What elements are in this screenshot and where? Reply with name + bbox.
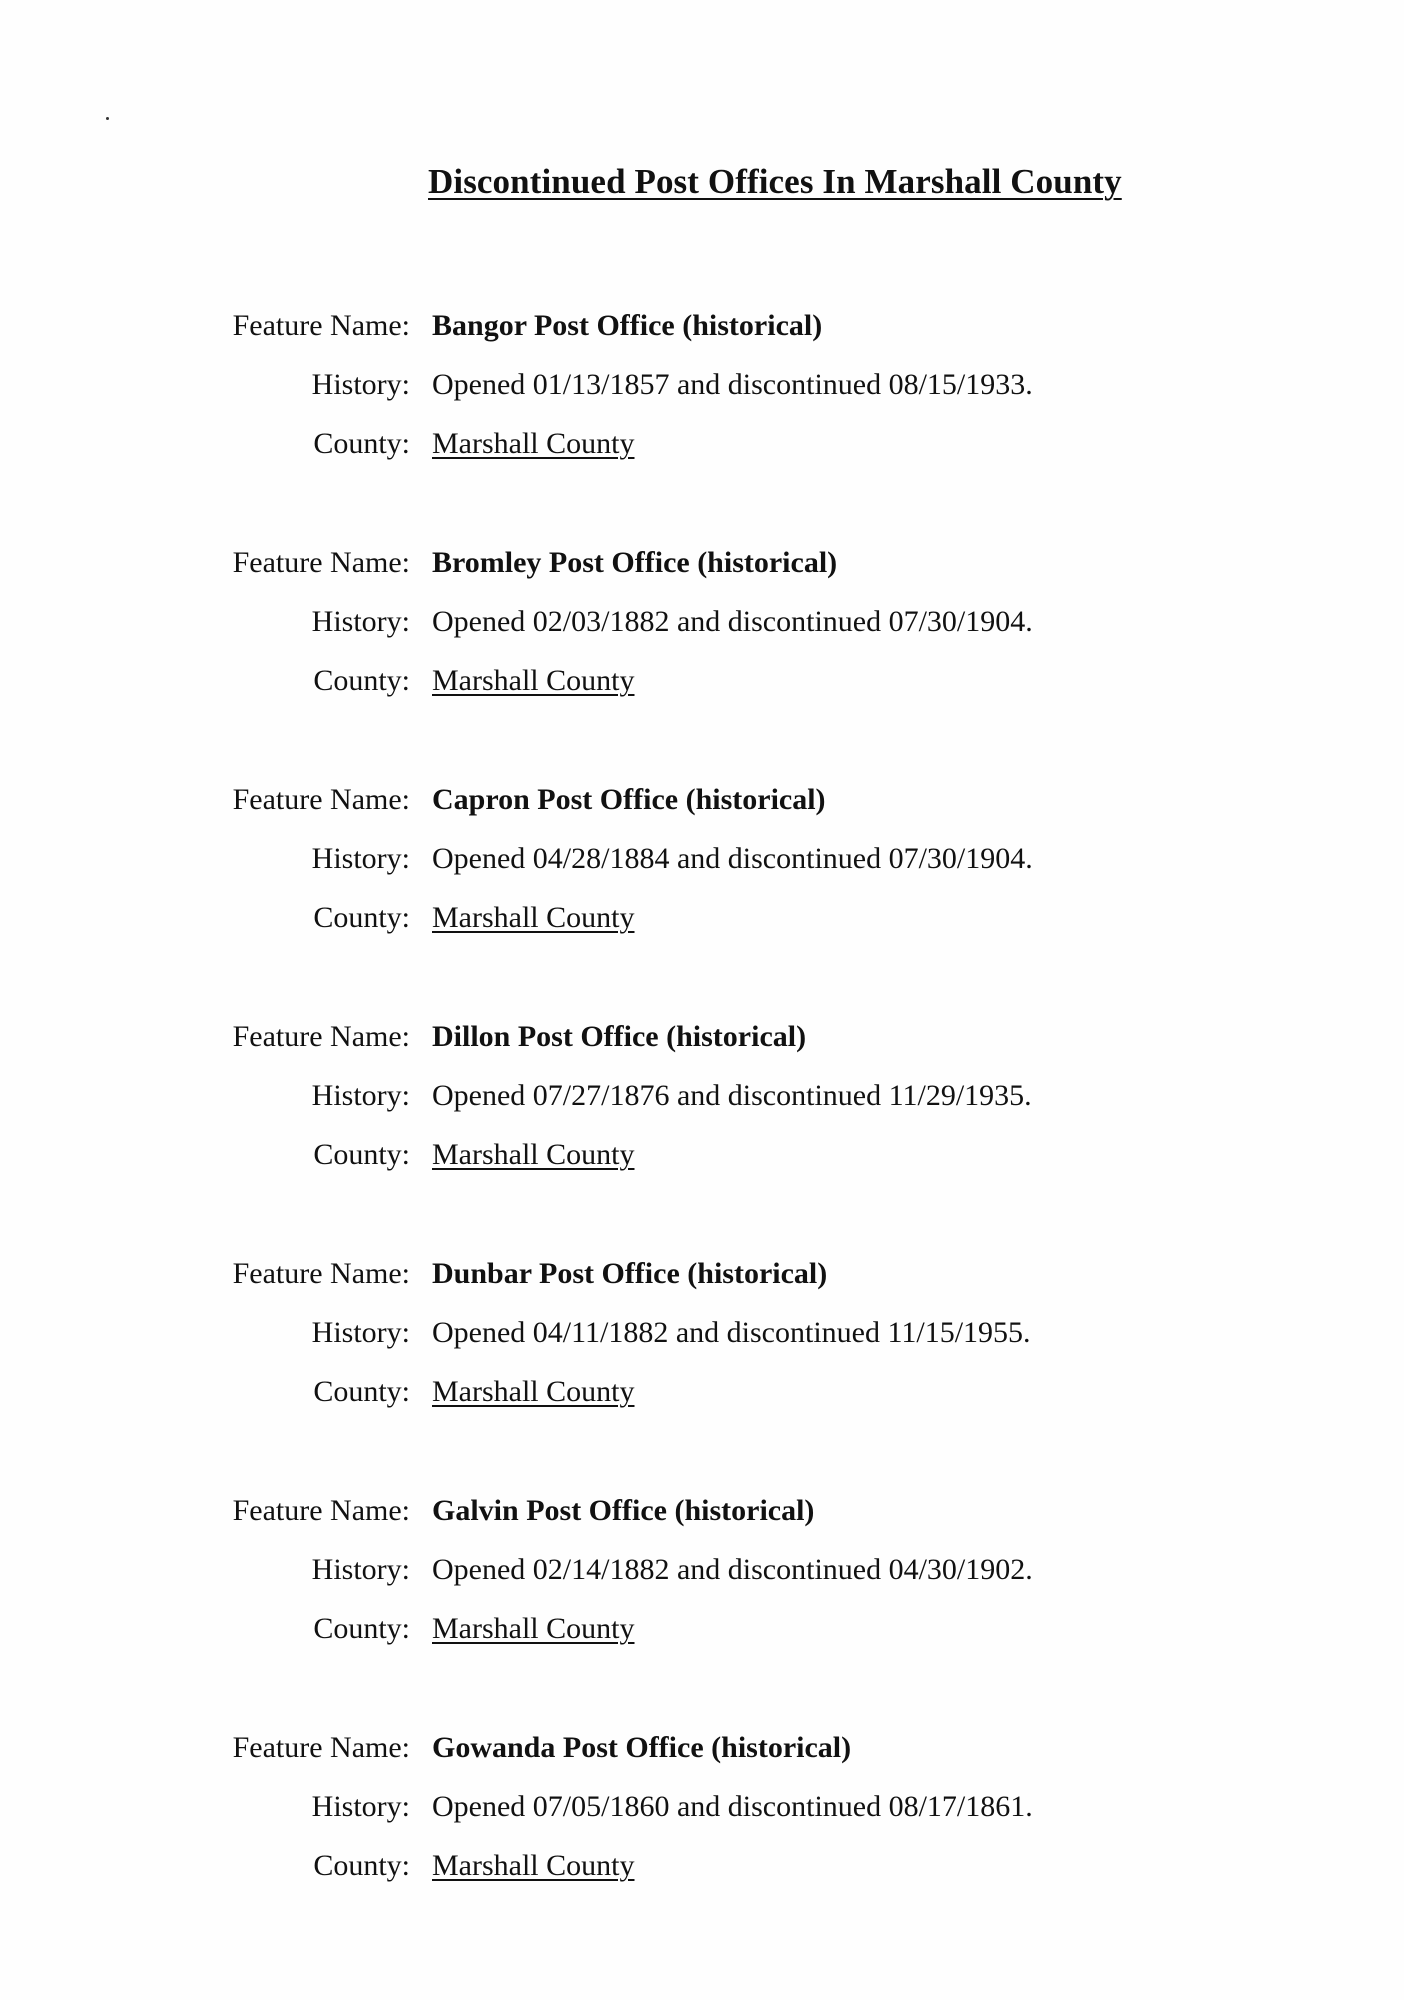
county-label: County: xyxy=(313,1849,410,1882)
post-office-entry xyxy=(0,306,1404,543)
feature-name-row xyxy=(0,1491,1404,1531)
county-label: County: xyxy=(313,1375,410,1408)
post-office-entry xyxy=(0,780,1404,1017)
county-link[interactable]: Marshall County xyxy=(432,1612,635,1645)
history-row xyxy=(0,1550,1404,1590)
post-office-entry xyxy=(0,1254,1404,1491)
county-row xyxy=(0,1135,1404,1175)
county-row xyxy=(0,898,1404,938)
feature-name-value: Bromley Post Office (historical) xyxy=(432,546,838,579)
feature-name-label: Feature Name: xyxy=(232,783,410,816)
county-row xyxy=(0,1846,1404,1886)
history-row xyxy=(0,365,1404,405)
history-row xyxy=(0,839,1404,879)
history-label: History: xyxy=(311,368,410,401)
post-office-list xyxy=(0,306,1404,1965)
county-link[interactable]: Marshall County xyxy=(432,1375,635,1408)
history-value: Opened 07/27/1876 and discontinued 11/29/1935. xyxy=(432,1079,1032,1112)
county-label: County: xyxy=(313,664,410,697)
county-row xyxy=(0,661,1404,701)
county-label: County: xyxy=(313,901,410,934)
feature-name-label: Feature Name: xyxy=(232,1494,410,1527)
post-office-entry xyxy=(0,1728,1404,1965)
feature-name-row xyxy=(0,780,1404,820)
history-row xyxy=(0,1076,1404,1116)
feature-name-row xyxy=(0,543,1404,583)
feature-name-row xyxy=(0,1017,1404,1057)
feature-name-value: Dunbar Post Office (historical) xyxy=(432,1257,828,1290)
history-value: Opened 01/13/1857 and discontinued 08/15/1933. xyxy=(432,368,1033,401)
feature-name-label: Feature Name: xyxy=(232,1257,410,1290)
feature-name-value: Gowanda Post Office (historical) xyxy=(432,1731,852,1764)
county-link[interactable]: Marshall County xyxy=(432,901,635,934)
history-row xyxy=(0,602,1404,642)
history-label: History: xyxy=(311,1553,410,1586)
county-link[interactable]: Marshall County xyxy=(432,1138,635,1171)
county-row xyxy=(0,1372,1404,1412)
post-office-entry xyxy=(0,543,1404,780)
county-link[interactable]: Marshall County xyxy=(432,427,635,460)
post-office-entry xyxy=(0,1491,1404,1728)
feature-name-value: Galvin Post Office (historical) xyxy=(432,1494,815,1527)
history-label: History: xyxy=(311,1079,410,1112)
history-value: Opened 02/14/1882 and discontinued 04/30/1902. xyxy=(432,1553,1033,1586)
history-row xyxy=(0,1313,1404,1353)
feature-name-row xyxy=(0,306,1404,346)
feature-name-label: Feature Name: xyxy=(232,309,410,342)
feature-name-value: Bangor Post Office (historical) xyxy=(432,309,823,342)
county-row xyxy=(0,1609,1404,1649)
feature-name-value: Capron Post Office (historical) xyxy=(432,783,826,816)
document-title: Discontinued Post Offices In Marshall County xyxy=(428,162,1122,201)
county-label: County: xyxy=(313,1138,410,1171)
history-label: History: xyxy=(311,1316,410,1349)
history-value: Opened 02/03/1882 and discontinued 07/30/1904. xyxy=(432,605,1033,638)
history-value: Opened 07/05/1860 and discontinued 08/17/1861. xyxy=(432,1790,1033,1823)
feature-name-label: Feature Name: xyxy=(232,546,410,579)
feature-name-value: Dillon Post Office (historical) xyxy=(432,1020,807,1053)
county-label: County: xyxy=(313,1612,410,1645)
history-label: History: xyxy=(311,1790,410,1823)
feature-name-label: Feature Name: xyxy=(232,1020,410,1053)
feature-name-row xyxy=(0,1254,1404,1294)
county-row xyxy=(0,424,1404,464)
history-row xyxy=(0,1787,1404,1827)
history-label: History: xyxy=(311,842,410,875)
feature-name-label: Feature Name: xyxy=(232,1731,410,1764)
scan-speck xyxy=(106,117,109,120)
county-link[interactable]: Marshall County xyxy=(432,664,635,697)
county-label: County: xyxy=(313,427,410,460)
post-office-entry xyxy=(0,1017,1404,1254)
history-value: Opened 04/28/1884 and discontinued 07/30/1904. xyxy=(432,842,1033,875)
county-link[interactable]: Marshall County xyxy=(432,1849,635,1882)
feature-name-row xyxy=(0,1728,1404,1768)
history-value: Opened 04/11/1882 and discontinued 11/15/1955. xyxy=(432,1316,1031,1349)
history-label: History: xyxy=(311,605,410,638)
